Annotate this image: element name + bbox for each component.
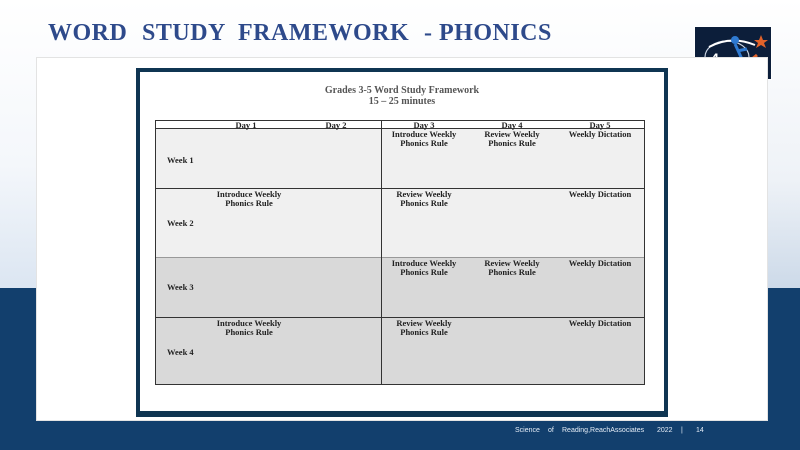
title-word-3: FRAMEWORK (238, 20, 410, 46)
week-4-day-3: Review Weekly Phonics Rule (396, 318, 452, 337)
header-day-4: Day 4 (501, 120, 523, 130)
week-3-day-3: Introduce Weekly Phonics Rule (391, 258, 457, 277)
framework-table (155, 120, 645, 385)
footer-org-word-1: Science (515, 427, 540, 434)
footer-separator: | (681, 427, 683, 434)
week-1-day-5: Weekly Dictation (568, 129, 632, 139)
title-word-2: STUDY (142, 20, 226, 46)
week-1-day-4: Review Weekly Phonics Rule (484, 129, 540, 148)
footer-org-word-3: Reading,ReachAssociates (562, 427, 645, 434)
framework-title-text: Grades 3-5 Word Study Framework (324, 85, 480, 96)
header-day-2: Day 2 (325, 120, 347, 130)
header-day-5: Day 5 (589, 120, 611, 130)
title-word-1: WORD (48, 20, 128, 46)
week-4-day-1: Introduce Weekly Phonics Rule (216, 318, 282, 337)
week-3-day-5: Weekly Dictation (568, 258, 632, 268)
week-2-day-5: Weekly Dictation (568, 189, 632, 199)
week-3-day-4: Review Weekly Phonics Rule (484, 258, 540, 277)
week-2-label: Week 2 (167, 218, 194, 228)
week-3-label: Week 3 (167, 282, 194, 292)
footer-page-number: 14 (696, 427, 704, 434)
title-word-4: - PHONICS (424, 20, 552, 46)
week-1-day-3: Introduce Weekly Phonics Rule (391, 129, 457, 148)
week-1-label: Week 1 (167, 155, 194, 165)
week-2-day-3: Review Weekly Phonics Rule (396, 189, 452, 208)
week-2-day-1: Introduce Weekly Phonics Rule (216, 189, 282, 208)
footer-year: 2022 (657, 427, 673, 434)
footer-org-word-2: of (548, 427, 554, 434)
header-day-3: Day 3 (413, 120, 435, 130)
week-4-day-5: Weekly Dictation (568, 318, 632, 328)
framework-title (140, 85, 664, 107)
header-day-1: Day 1 (235, 120, 257, 130)
framework-subtitle: 15 – 25 minutes (368, 96, 436, 107)
week-4-label: Week 4 (167, 347, 194, 357)
column-divider (381, 121, 382, 384)
